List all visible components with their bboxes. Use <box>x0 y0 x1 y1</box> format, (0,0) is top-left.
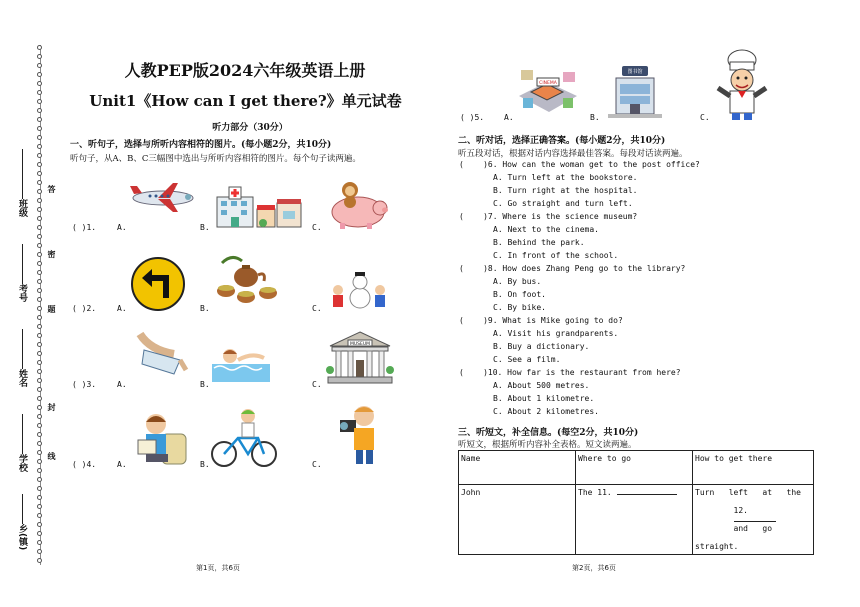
name-field: 姓名 <box>16 325 29 387</box>
binding-dot <box>37 54 42 59</box>
binding-dot <box>37 135 42 140</box>
section2-heading: 二、听对话，选择正确答案。(每小题2分，共10分) <box>458 136 666 146</box>
binding-dot <box>37 45 42 50</box>
binding-dot <box>37 513 42 518</box>
binding-dot <box>37 414 42 419</box>
binding-dot <box>37 450 42 455</box>
binding-dot <box>37 144 42 149</box>
airplane-picture <box>128 180 198 214</box>
class-field: 班级 <box>16 145 29 217</box>
binding-dot <box>37 351 42 356</box>
binding-dot <box>37 261 42 266</box>
seal-char-1: 答 <box>47 185 56 193</box>
table-header-how: How to get there <box>693 451 814 485</box>
binding-dot <box>37 72 42 77</box>
q1-option-c: C. <box>312 223 322 232</box>
q1-option-b: B. <box>200 223 210 232</box>
q1-option-a: A. <box>117 223 127 232</box>
binding-dot <box>37 477 42 482</box>
seal-char-5: 线 <box>47 452 56 460</box>
binding-dot <box>37 522 42 527</box>
q3-number: ( )3. <box>72 380 97 389</box>
blank-12-input[interactable] <box>734 521 776 522</box>
section3-heading: 三、听短文，补全信息。(每空2分，共10分) <box>458 428 639 438</box>
listening-part-title: 听力部分（30分） <box>212 123 288 133</box>
binding-dot <box>37 198 42 203</box>
binding-dot <box>37 333 42 338</box>
binding-dot <box>37 342 42 347</box>
svg-text:MUSEUM: MUSEUM <box>349 342 371 347</box>
binding-dot <box>37 324 42 329</box>
boy-reading-picture <box>132 410 190 468</box>
swimming-picture <box>212 344 270 382</box>
q5-option-c: C. <box>700 113 710 122</box>
footer-page-right: 第2页，共6页 <box>572 564 616 572</box>
binding-dot <box>37 117 42 122</box>
q6-question: ( )6. How can the woman get to the post office? <box>459 160 700 169</box>
table-cell-how <box>693 485 814 555</box>
q2-number: ( )2. <box>72 304 97 313</box>
binding-dot <box>37 531 42 536</box>
blank-12-label: 12. <box>733 506 748 515</box>
q10-option-a: A. About 500 metres. <box>493 381 590 390</box>
binding-dot <box>37 243 42 248</box>
turn-left-sign-picture <box>130 256 186 312</box>
q3-option-a: A. <box>117 380 127 389</box>
binding-dot <box>37 441 42 446</box>
blank-11-label: The 11. <box>578 488 612 497</box>
binding-dot <box>37 288 42 293</box>
section1-heading: 一、听句子，选择与所听内容相符的图片。(每小题2分，共10分) <box>70 140 332 150</box>
binding-dot <box>37 360 42 365</box>
binding-dot <box>37 558 42 563</box>
township-field: 乡(镇) <box>16 490 29 550</box>
q3-option-c: C. <box>312 380 322 389</box>
q4-option-a: A. <box>117 460 127 469</box>
q2-option-a: A. <box>117 304 127 313</box>
q9-question: ( )9. What is Mike going to do? <box>459 316 623 325</box>
seal-char-2: 密 <box>47 250 56 258</box>
binding-dot <box>37 549 42 554</box>
seal-char-4: 封 <box>47 403 56 411</box>
q9-option-b: B. Buy a dictionary. <box>493 342 590 351</box>
arm-in-sling-picture <box>134 330 190 382</box>
table-cell-where <box>576 485 693 555</box>
q6-option-b: B. Turn right at the hospital. <box>493 186 638 195</box>
q5-option-b: B. <box>590 113 600 122</box>
binding-dot <box>37 297 42 302</box>
boy-on-bike-picture <box>208 406 280 468</box>
q5-number: ( )5. <box>460 113 485 122</box>
binding-dot <box>37 459 42 464</box>
monkey-and-pig-picture <box>322 178 388 230</box>
binding-dot <box>37 234 42 239</box>
table-header-where: Where to go <box>576 451 693 485</box>
binding-dot <box>37 495 42 500</box>
binding-dots <box>37 45 43 565</box>
blank-11-input[interactable] <box>617 494 677 495</box>
exam-number-field: 考号 <box>16 240 29 302</box>
binding-dot <box>37 432 42 437</box>
school-field: 学校 <box>16 410 29 472</box>
binding-dot <box>37 504 42 509</box>
svg-text:CINEMA: CINEMA <box>539 81 557 86</box>
q9-option-a: A. Visit his grandparents. <box>493 329 619 338</box>
q7-question: ( )7. Where is the science museum? <box>459 212 638 221</box>
q10-option-b: B. About 1 kilometre. <box>493 394 595 403</box>
q7-option-b: B. Behind the park. <box>493 238 585 247</box>
q10-question: ( )10. How far is the restaurant from here? <box>459 368 681 377</box>
binding-dot <box>37 162 42 167</box>
q8-question: ( )8. How does Zhang Peng go to the library? <box>459 264 686 273</box>
q4-option-b: B. <box>200 460 210 469</box>
q2-option-c: C. <box>312 304 322 313</box>
binding-dot <box>37 99 42 104</box>
binding-dot <box>37 387 42 392</box>
section3-instruction: 听短文，根据所听内容补全表格。短文读两遍。 <box>458 440 637 450</box>
section1-instruction: 听句子，从A、B、C三幅图中选出与所听内容相符的图片。每个句子读两遍。 <box>70 154 361 164</box>
q8-option-a: A. By bus. <box>493 277 542 286</box>
binding-dot <box>37 486 42 491</box>
q3-option-b: B. <box>200 380 210 389</box>
binding-dot <box>37 369 42 374</box>
binding-dot <box>37 207 42 212</box>
q2-option-b: B. <box>200 304 210 313</box>
section2-instruction: 听五段对话，根据对话内容选择最佳答案。每段对话读两遍。 <box>458 149 688 159</box>
how-line-1: Turn left at the <box>695 488 801 497</box>
q7-option-c: C. In front of the school. <box>493 251 619 260</box>
how-line-2b: and go <box>733 524 773 533</box>
binding-dot <box>37 378 42 383</box>
binding-dot <box>37 81 42 86</box>
snowman-children-picture <box>326 268 390 310</box>
binding-dot <box>37 396 42 401</box>
q6-option-a: A. Turn left at the bookstore. <box>493 173 638 182</box>
binding-dot <box>37 468 42 473</box>
library-building-picture <box>604 64 666 120</box>
footer-page-left: 第1页，共6页 <box>196 564 240 572</box>
binding-dot <box>37 153 42 158</box>
q8-option-c: C. By bike. <box>493 303 546 312</box>
q9-option-c: C. See a film. <box>493 355 561 364</box>
how-line-3: straight. <box>695 542 739 551</box>
binding-dot <box>37 279 42 284</box>
q10-option-c: C. About 2 kilometres. <box>493 407 599 416</box>
svg-text:图书馆: 图书馆 <box>627 69 643 75</box>
binding-dot <box>37 189 42 194</box>
binding-dot <box>37 405 42 410</box>
q7-option-a: A. Next to the cinema. <box>493 225 599 234</box>
binding-dot <box>37 315 42 320</box>
q4-number: ( )4. <box>72 460 97 469</box>
binding-dot <box>37 171 42 176</box>
binding-dot <box>37 90 42 95</box>
binding-dot <box>37 180 42 185</box>
binding-dot <box>37 126 42 131</box>
q4-option-c: C. <box>312 460 322 469</box>
binding-dot <box>37 252 42 257</box>
binding-dot <box>37 63 42 68</box>
hospital-and-shops-picture <box>215 183 303 229</box>
binding-dot <box>37 225 42 230</box>
binding-dot <box>37 108 42 113</box>
q8-option-b: B. On foot. <box>493 290 546 299</box>
unit-title: Unit1《How can I get there?》单元试卷 <box>89 92 402 110</box>
table-header-name: Name <box>459 451 576 485</box>
q6-option-c: C. Go straight and turn left. <box>493 199 633 208</box>
info-table <box>458 450 814 555</box>
binding-dot <box>37 216 42 221</box>
q1-number: ( )1. <box>72 223 97 232</box>
binding-dot <box>37 423 42 428</box>
table-cell-name: John <box>459 485 576 555</box>
binding-dot <box>37 540 42 545</box>
binding-dot <box>37 270 42 275</box>
museum-building-picture <box>326 330 394 386</box>
binding-dot <box>37 306 42 311</box>
boy-with-camera-picture <box>336 402 388 468</box>
cinema-street-picture <box>517 68 579 120</box>
exam-title: 人教PEP版2024六年级英语上册 <box>124 61 366 80</box>
tea-set-picture <box>212 253 282 305</box>
chef-picture <box>712 48 772 122</box>
seal-char-3: 题 <box>47 305 56 313</box>
q5-option-a: A. <box>504 113 514 122</box>
